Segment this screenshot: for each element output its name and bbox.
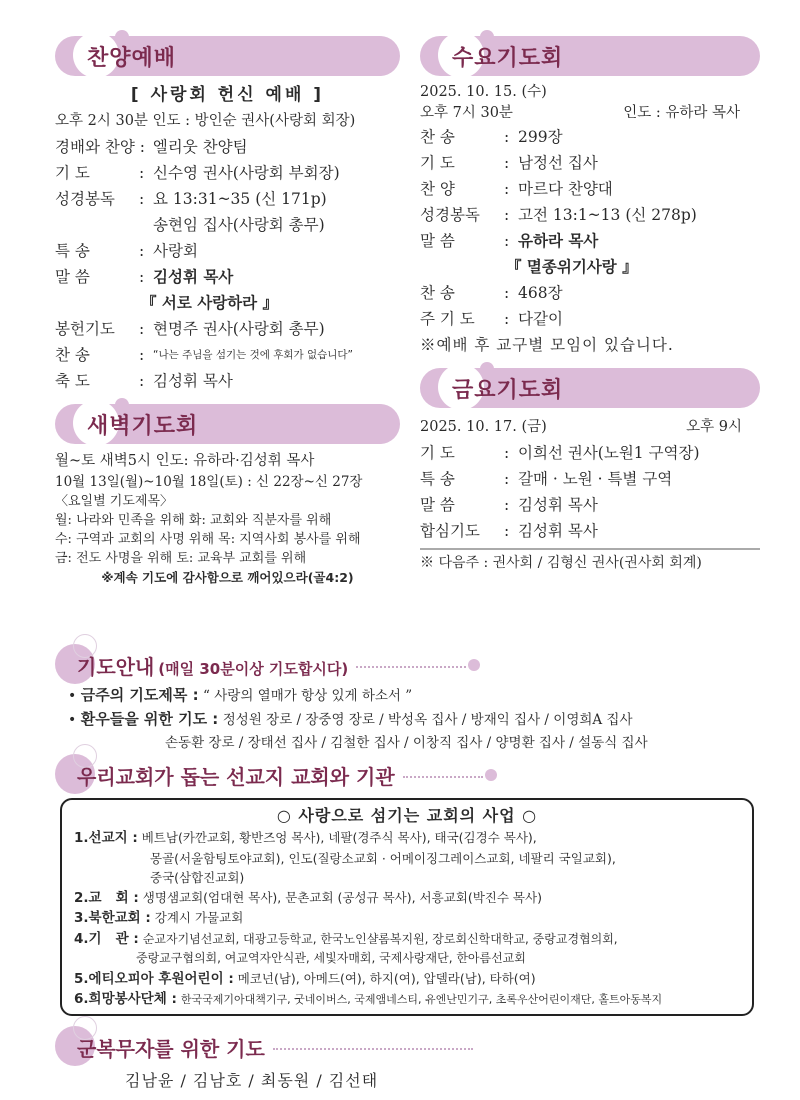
missions-header bbox=[55, 758, 465, 792]
order-row: 성경봉독 : 고전 13:1~13 (신 278p) bbox=[420, 206, 697, 224]
dawn-hymns: 10월 13일(월)~10월 18일(토) : 신 22장~신 27장 bbox=[55, 474, 363, 490]
dawn-time: 월~토 새벽5시 인도: 유하라·김성휘 목사 bbox=[55, 453, 315, 469]
sick-prayer-list-cont: 손동환 장로 / 장태선 집사 / 김철한 집사 / 이창직 집사 / 양명환 집사 / 설동식 집사 bbox=[165, 735, 648, 751]
mission-item: 3.북한교회 : 강계시 가물교회 bbox=[74, 910, 244, 926]
order-row: 봉헌기도 : 현명주 권사(사랑회 총무) bbox=[55, 320, 325, 338]
service-title: [ 사랑회 헌신 예배 ] bbox=[130, 85, 325, 105]
dotted-rule bbox=[403, 776, 483, 778]
sunday-service-section bbox=[55, 36, 400, 588]
wed-time-leader: 오후 7시 30분 인도 : 유하라 목사 bbox=[420, 105, 740, 121]
order-row: 말 씀 : 김성휘 목사 bbox=[420, 496, 598, 514]
order-row: 찬 양 : 마르다 찬양대 bbox=[420, 180, 613, 198]
section-title: 새벽기도회 bbox=[87, 414, 199, 439]
order-row: 찬 송 : 299장 bbox=[420, 128, 563, 146]
verse-note: ※계속 기도에 감사함으로 깨어있으라(골4:2) bbox=[101, 570, 354, 585]
prayer-guide-header bbox=[55, 648, 448, 682]
friday-prayer-header bbox=[420, 368, 760, 408]
section-title: 군복무자를 위한 기도 bbox=[77, 1036, 265, 1061]
mission-item-cont: 중랑교구협의회, 여교역자안식관, 세빛자매회, 국제사랑재단, 한아름선교회 bbox=[136, 951, 526, 965]
topic-line: 월: 나라와 민족을 위해 화: 교회와 직분자를 위해 bbox=[55, 513, 332, 528]
section-subtitle: (매일 30분이상 기도합시다) bbox=[158, 659, 349, 678]
mission-item: 6.희망봉사단체 : 한국국제기아대책기구, 굿네이버스, 국제앰네스티, 유엔난민기구, 초록우산어린이재단, 홀트아동복지 bbox=[74, 991, 663, 1007]
mission-item-cont: 몽골(서울함팅토야교회), 인도(질랑소교회 · 어메이징그레이스교회, 네팔리 국일교회), bbox=[150, 850, 616, 866]
order-row: 특 송 : 갈매 · 노원 · 특별 구역 bbox=[420, 470, 673, 488]
sick-prayer-list: • 환우들을 위한 기도 : 정성원 장로 / 장중영 장로 / 박성옥 집사 / 방재익 집사 / 이영희A 집사 bbox=[68, 710, 633, 728]
missions-box bbox=[60, 798, 754, 1016]
mission-item: 2.교 회 : 생명샘교회(엄대현 목사), 문촌교회 (공성규 목사), 서흥교회(박진수 목사) bbox=[74, 889, 542, 906]
weekly-prayer-topic: • 금주의 기도제목 : “ 사랑의 열매가 항상 있게 하소서 ” bbox=[68, 686, 413, 704]
order-row: 기 도 : 신수영 권사(사랑회 부회장) bbox=[55, 164, 340, 182]
order-row: 성경봉독 : 요 13:31~35 (신 171p) bbox=[55, 190, 327, 208]
sermon-title: 『 서로 사랑하라 』 bbox=[141, 294, 279, 312]
sunday-service-header bbox=[55, 36, 400, 76]
order-row: 경배와 찬양 : 엘리웃 찬양팀 bbox=[55, 138, 248, 156]
mission-item: 5.에티오피아 후원어린이 : 메코넌(남), 아메드(여), 하지(여), 압델라(남), 타하(여) bbox=[74, 970, 536, 987]
topic-line: 수: 구역과 교회의 사명 위해 목: 지역사회 봉사를 위해 bbox=[55, 532, 361, 547]
wednesday-prayer-section bbox=[420, 36, 760, 574]
order-row: 말 씀 : 유하라 목사 bbox=[420, 232, 599, 250]
wednesday-prayer-header bbox=[420, 36, 760, 76]
dawn-prayer-header bbox=[55, 404, 400, 444]
decor-dot bbox=[468, 659, 480, 671]
sermon-title: 『 멸종위기사랑 』 bbox=[506, 258, 638, 276]
topics-title: 〈요일별 기도제목〉 bbox=[55, 494, 174, 509]
section-title: 금요기도회 bbox=[452, 378, 564, 403]
military-names: 김남윤 / 김남호 / 최동원 / 김선태 bbox=[125, 1071, 379, 1090]
order-row: 찬 송 : “나는 주님을 섬기는 것에 후회가 없습니다” bbox=[55, 346, 353, 364]
order-row: 특 송 : 사랑회 bbox=[55, 242, 198, 260]
box-title: ○ 사랑으로 섬기는 교회의 사업 ○ bbox=[276, 806, 538, 825]
dotted-rule bbox=[273, 1048, 473, 1050]
order-row: 합심기도 : 김성휘 목사 bbox=[420, 522, 598, 540]
order-row: 말 씀 : 김성휘 목사 bbox=[55, 268, 234, 286]
order-row: 기 도 : 이희선 권사(노원1 구역장) bbox=[420, 444, 700, 462]
wed-note: ※예배 후 교구별 모임이 있습니다. bbox=[420, 336, 674, 354]
next-week-note: ※ 다음주 : 권사회 / 김형신 권사(권사회 회계) bbox=[420, 548, 760, 574]
section-title: 우리교회가 돕는 선교지 교회와 기관 bbox=[77, 764, 395, 789]
mission-item: 1.선교지 : 베트남(카깐교회, 황반즈엉 목사), 네팔(경주식 목사), 태국(김경수 목사), bbox=[74, 830, 537, 846]
wed-date: 2025. 10. 15. (수) bbox=[420, 84, 547, 100]
military-prayer-header bbox=[55, 1030, 443, 1064]
section-title: 기도안내 bbox=[77, 654, 155, 679]
order-row: 기 도 : 남정선 집사 bbox=[420, 154, 598, 172]
section-title: 찬양예배 bbox=[87, 46, 177, 71]
decor-dot bbox=[485, 769, 497, 781]
fri-date-time: 2025. 10. 17. (금) 오후 9시 bbox=[420, 419, 742, 435]
order-row: 찬 송 : 468장 bbox=[420, 284, 563, 302]
time-leader: 오후 2시 30분 인도 : 방인순 권사(사랑회 회장) bbox=[55, 113, 356, 129]
order-row-cont: 송현임 집사(사랑회 총무) bbox=[153, 216, 325, 234]
order-row: 축 도 : 김성휘 목사 bbox=[55, 372, 233, 390]
dotted-rule bbox=[356, 666, 466, 668]
mission-item-cont: 중국(삼합진교회) bbox=[150, 870, 245, 885]
mission-item: 4.기 관 : 순교자기념선교회, 대광고등학교, 한국노인샬롬복지원, 장로회신학대학교, 중랑교경협의회, bbox=[74, 930, 618, 947]
section-title: 수요기도회 bbox=[452, 46, 564, 71]
order-row: 주 기 도 : 다같이 bbox=[420, 310, 563, 328]
topic-line: 금: 전도 사명을 위해 토: 교육부 교회를 위해 bbox=[55, 551, 307, 566]
prayer-guide-list bbox=[68, 684, 768, 754]
